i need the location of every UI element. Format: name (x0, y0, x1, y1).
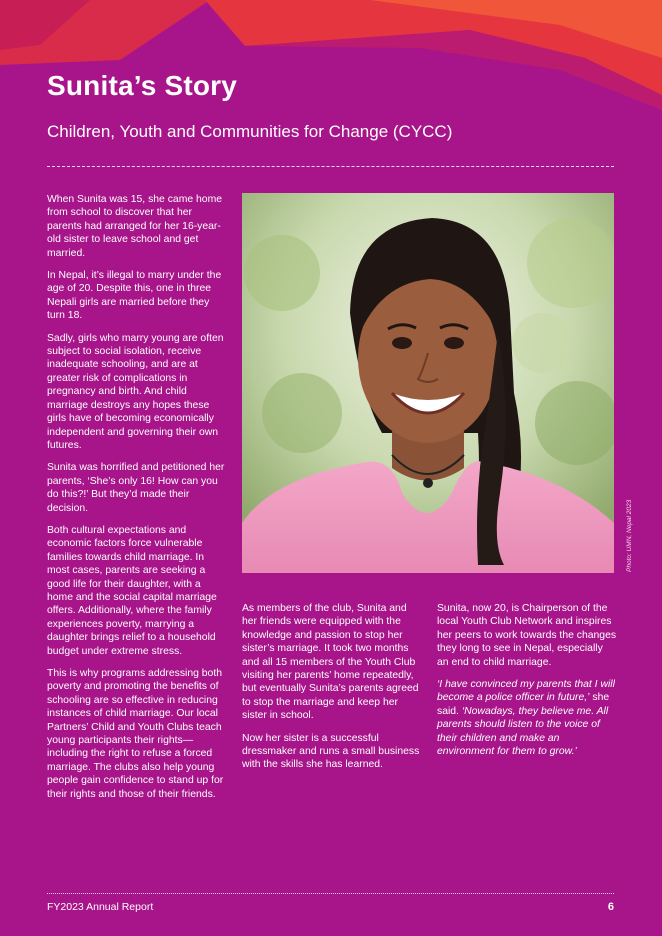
footer-divider (47, 893, 614, 894)
story-paragraph: As members of the club, Sunita and her friends were equipped with the knowledge and passion to stop her sister’s marriage. It took two months and all 15 members of the Youth Club visiting her parents’ home repeatedly, but eventually Sunita’s parents agreed to stop the marriage and keep her sister in school. (242, 603, 419, 722)
story-paragraph: Now her sister is a successful dressmaker and runs a small business with the skills she has learned. (242, 732, 420, 771)
story-column-2 (242, 602, 424, 781)
story-paragraph: Sunita, now 20, is Chairperson of the local Youth Club Network and inspires her peers to work towards the changes they long to see in Nepal, especially an end to child marriage. (437, 603, 617, 668)
page-number: 6 (607, 901, 614, 913)
page-subtitle: Children, Youth and Communities for Change (CYCC) (47, 122, 453, 141)
quote-attribution: she said. (437, 692, 610, 717)
sunita-quote (437, 678, 617, 758)
quote-text: ‘I have convinced my parents that I will become a police officer in future,’ (437, 679, 615, 704)
portrait-photo (242, 193, 614, 573)
story-paragraph: When Sunita was 15, she came home from school to discover that her parents had arranged for her 16-year-old sister to leave school and get married. (47, 194, 223, 259)
story-paragraph: In Nepal, it’s illegal to marry under the age of 20. Despite this, one in three Nepali girls are married before they turn 18. (47, 270, 222, 322)
story-paragraph: Sunita was horrified and petitioned her parents, ‘She’s only 16! How can you do this?!’ But they’d made their decision. (47, 462, 225, 514)
story-paragraph: This is why programs addressing both poverty and promoting the benefits of schooling are so effective in reducing instances of child marriage. Our local Partners’ Child and Youth Clubs teach young participants their rights—including the right to refuse a forced marriage. The clubs also help young people gain confidence to stand up for their rights and those of their friends. (47, 668, 224, 800)
photo-credit: Photo: UMN, Nepal 2023 (626, 499, 633, 572)
footer-report-title: FY2023 Annual Report (47, 901, 154, 913)
story-column-3 (437, 602, 617, 767)
story-column-1 (47, 193, 227, 810)
page-title: Sunita’s Story (47, 70, 238, 101)
story-paragraph: Both cultural expectations and economic factors force vulnerable families towards child marriage. In most cases, parents are seeking a good life for their daughter, with a home and the social capital marriage offers. Additionally, where the family experiences poverty, marrying a daughter brings relief to a household budget under extreme stress. (47, 524, 217, 657)
story-paragraph: Sadly, girls who marry young are often subject to social isolation, receive inadequate schooling, and are at greater risk of complications in pregnancy and birth. And child marriage destroys any hopes these girls have of becoming economically independent and governing their own futures. (47, 332, 224, 451)
quote-text: ‘Nowadays, they believe me. All parents should listen to the voice of their children and make an environment for them to grow.’ (437, 705, 609, 758)
header-divider (47, 166, 614, 167)
